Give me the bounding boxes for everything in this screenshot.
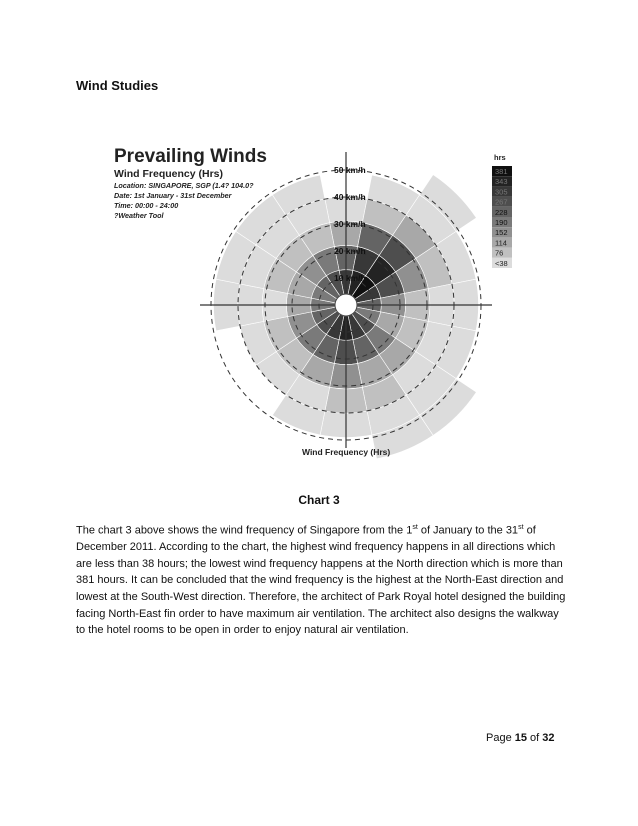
ring-label-3: 30 km/h	[334, 219, 366, 229]
footer-prefix: Page	[486, 732, 515, 744]
wind-rose-figure	[108, 140, 528, 470]
page-footer	[486, 732, 555, 744]
ring-label-1: 10 km/h	[334, 273, 366, 283]
legend	[492, 166, 512, 268]
info-time: Time: 00:00 - 24:00	[114, 201, 179, 210]
superscript-1: st	[412, 524, 418, 531]
info-date: Date: 1st January - 31st December	[114, 191, 232, 200]
wind-rose-svg	[108, 140, 528, 470]
footer-of: of	[527, 732, 543, 744]
figure-title: Prevailing Winds	[114, 146, 267, 167]
bottom-axis-label: Wind Frequency (Hrs)	[302, 447, 391, 457]
legend-label-9: <38	[495, 258, 508, 268]
body-paragraph	[76, 520, 566, 639]
legend-label-7: 114	[495, 238, 507, 248]
legend-label-8: 76	[495, 248, 504, 258]
legend-title: hrs	[494, 153, 506, 162]
info-tool: ?Weather Tool	[114, 211, 164, 220]
footer-current-page: 15	[514, 732, 527, 744]
legend-label-3: 267	[495, 197, 508, 207]
paragraph-part-1: The chart 3 above shows the wind frequency of Singapore from the 1	[76, 524, 413, 537]
calm-center	[335, 294, 357, 316]
info-location: Location: SINGAPORE, SGP (1.4? 104.0?	[114, 181, 254, 190]
legend-label-5: 190	[495, 218, 508, 227]
legend-label-0: 381	[495, 167, 508, 176]
ring-label-2: 20 km/h	[334, 246, 366, 256]
figure-subtitle: Wind Frequency (Hrs)	[114, 168, 223, 180]
legend-label-4: 228	[495, 207, 508, 217]
section-heading: Wind Studies	[76, 78, 159, 93]
superscript-2: st	[518, 524, 524, 531]
paragraph-part-3: of December 2011. According to the chart, the highest wind frequency happens in all directions which are less than 38 hours; the lowest wind frequency happens at the North direction which is more than 381 hours. It can be concluded that the wind frequency is the highest at the North-East direction and lowest at the South-West direction. Therefore, the architect of Park Royal hotel designed the building facing North-East fin order to have maximum air ventilation. The architect also designs the walkway to the hotel rooms to be open in order to enjoy natural air ventilation.	[76, 524, 566, 637]
ring-label-4: 40 km/h	[334, 192, 366, 202]
legend-label-1: 343	[495, 177, 508, 187]
legend-label-2: 305	[495, 187, 508, 197]
paragraph-part-2: of January to the 31	[417, 524, 519, 537]
legend-label-6: 152	[495, 228, 508, 238]
figure-caption: Chart 3	[298, 493, 340, 507]
footer-total-pages: 32	[542, 732, 555, 744]
ring-label-5: 50 km/h	[334, 165, 366, 175]
